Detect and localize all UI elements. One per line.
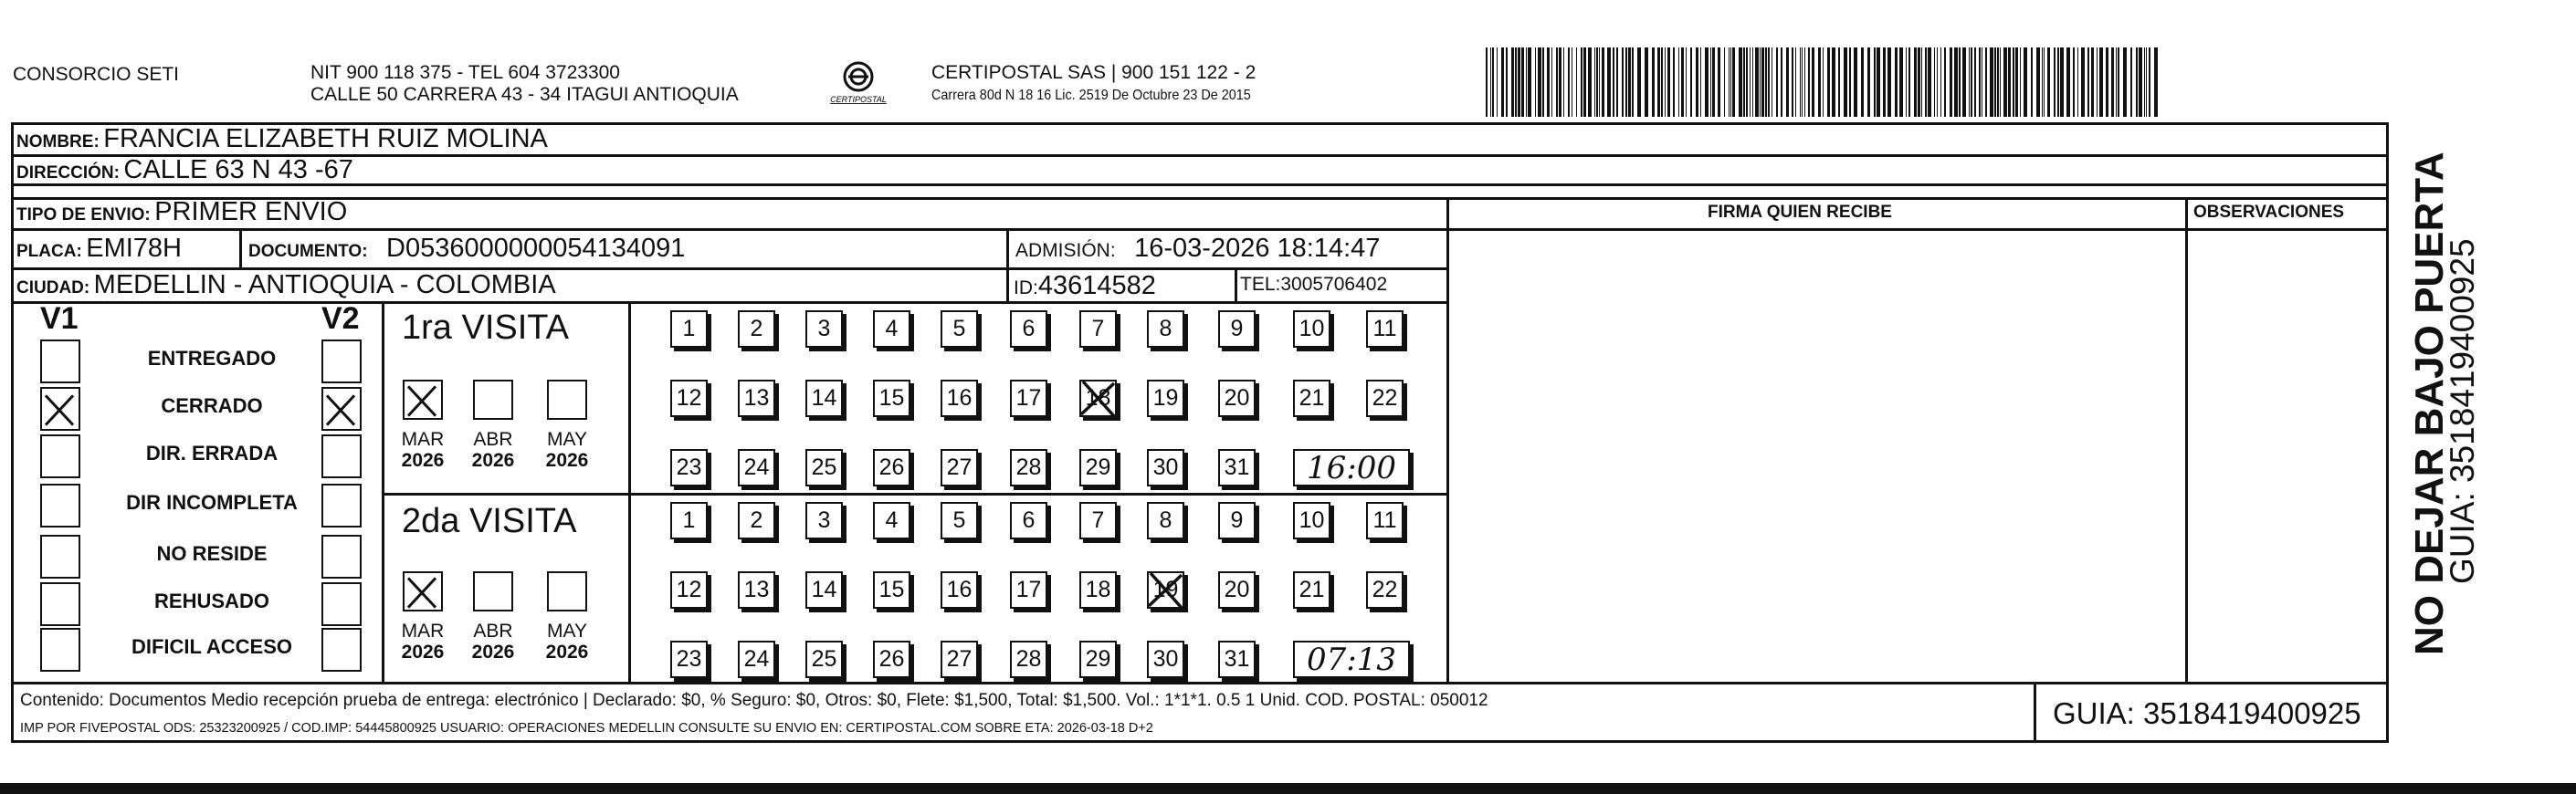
day-cell[interactable] — [805, 641, 843, 678]
firma-header: FIRMA QUIEN RECIBE — [1708, 203, 1892, 222]
day-number: 28 — [1015, 646, 1042, 672]
status-v1-checkbox[interactable] — [40, 628, 80, 672]
visit-time-box[interactable] — [1293, 641, 1410, 678]
logo-text: CERTIPOSTAL — [830, 95, 887, 104]
day-cell[interactable] — [941, 502, 978, 539]
day-cell[interactable] — [738, 641, 775, 678]
day-number: 31 — [1224, 646, 1250, 672]
status-v1-checkbox[interactable] — [40, 535, 80, 579]
day-number: 8 — [1159, 507, 1172, 533]
day-number: 19 — [1152, 385, 1179, 411]
day-number: 7 — [1091, 316, 1105, 341]
day-cell[interactable] — [1218, 502, 1256, 539]
nombre-value: FRANCIA ELIZABETH RUIZ MOLINA — [103, 124, 548, 153]
day-cell[interactable] — [1366, 380, 1404, 417]
month-label: ABR — [473, 429, 513, 450]
visit2-title: 2da VISITA — [402, 502, 577, 540]
day-cell[interactable] — [873, 571, 910, 609]
day-cell[interactable] — [873, 641, 910, 678]
status-v2-checkbox[interactable] — [321, 628, 362, 672]
status-label: DIR INCOMPLETA — [126, 491, 298, 514]
direccion-row — [16, 155, 353, 185]
id-value: 43614582 — [1037, 271, 1156, 300]
day-number: 21 — [1299, 385, 1325, 411]
day-number: 15 — [878, 577, 905, 602]
month-checkbox[interactable] — [547, 571, 587, 611]
status-v1-checkbox[interactable] — [40, 582, 80, 626]
day-number: 27 — [946, 454, 973, 480]
day-cell[interactable] — [1079, 502, 1117, 539]
day-cell[interactable] — [670, 449, 708, 486]
visit-time-handwritten: 07:13 — [1307, 641, 1396, 678]
status-label: DIFICIL ACCESO — [131, 635, 292, 658]
tipo-envio-row — [16, 197, 347, 227]
ciudad-value: MEDELLIN - ANTIOQUIA - COLOMBIA — [93, 270, 556, 299]
day-number: 4 — [885, 507, 899, 533]
day-number: 2 — [750, 507, 763, 533]
tel-label: TEL: — [1240, 274, 1281, 295]
day-number: 20 — [1224, 577, 1250, 602]
day-number: 17 — [1015, 577, 1042, 602]
day-number: 20 — [1224, 385, 1250, 411]
documento-field — [248, 234, 685, 264]
admision-field — [1015, 234, 1380, 264]
nit-line-2: CALLE 50 CARRERA 43 - 34 ITAGUI ANTIOQUIA — [310, 84, 739, 105]
month-checkbox[interactable] — [473, 571, 513, 611]
year-label: 2026 — [471, 642, 515, 663]
day-cell[interactable] — [670, 571, 708, 609]
day-cell[interactable] — [670, 380, 708, 417]
documento-label: DOCUMENTO: — [248, 242, 368, 261]
day-number: 7 — [1091, 507, 1105, 533]
day-number: 26 — [878, 454, 905, 480]
day-number: 9 — [1230, 316, 1244, 341]
day-cell[interactable] — [1218, 571, 1256, 609]
day-cell[interactable] — [1147, 641, 1184, 678]
bottom-rule — [0, 783, 2576, 794]
day-cell[interactable] — [738, 380, 775, 417]
day-cell[interactable] — [738, 449, 775, 486]
day-cell[interactable] — [805, 502, 843, 539]
nit-line-1: NIT 900 118 375 - TEL 604 3723300 — [310, 62, 620, 83]
day-number: 24 — [743, 454, 770, 480]
v1-header: V1 — [40, 301, 79, 336]
day-number: 3 — [817, 316, 831, 341]
month-checkbox[interactable] — [403, 380, 443, 420]
day-number: 26 — [878, 646, 905, 672]
day-number: 24 — [743, 646, 770, 672]
day-number: 25 — [811, 454, 837, 480]
visit-time-box[interactable] — [1293, 449, 1410, 486]
day-cell[interactable] — [873, 502, 910, 539]
day-number: 11 — [1372, 507, 1397, 533]
status-label: REHUSADO — [154, 590, 269, 612]
day-number: 22 — [1372, 385, 1398, 411]
day-cell[interactable] — [1079, 641, 1117, 678]
admision-label: ADMISIÓN: — [1015, 240, 1116, 261]
id-field — [1014, 271, 1156, 301]
status-v2-checkbox[interactable] — [321, 582, 362, 626]
day-number: 21 — [1299, 577, 1325, 602]
day-cell[interactable] — [670, 641, 708, 678]
v2-header: V2 — [321, 301, 360, 336]
day-number: 23 — [676, 646, 702, 672]
day-cell[interactable] — [1366, 571, 1404, 609]
day-cell[interactable] — [1010, 502, 1047, 539]
visit-time-handwritten: 16:00 — [1307, 449, 1396, 486]
day-cell[interactable] — [941, 310, 978, 348]
day-number: 14 — [811, 385, 837, 411]
month-checkbox[interactable] — [403, 571, 443, 611]
day-cell[interactable] — [738, 571, 775, 609]
placa-label: PLACA: — [16, 242, 82, 261]
day-number: 15 — [878, 385, 905, 411]
year-label: 2026 — [545, 450, 589, 471]
day-number: 6 — [1022, 316, 1036, 341]
status-label: NO RESIDE — [156, 542, 268, 565]
day-number: 1 — [682, 316, 696, 341]
day-number: 12 — [676, 577, 702, 602]
day-number: 10 — [1299, 507, 1325, 533]
month-checkbox[interactable] — [547, 380, 587, 420]
direccion-value: CALLE 63 N 43 -67 — [123, 155, 353, 184]
day-cell[interactable] — [1366, 310, 1404, 348]
day-number: 18 — [1085, 577, 1111, 602]
tel-value: 3005706402 — [1280, 274, 1388, 295]
day-number: 1 — [682, 507, 696, 533]
day-cell[interactable] — [873, 310, 910, 348]
ciudad-row — [16, 270, 556, 300]
admision-value: 16-03-2026 18:14:47 — [1134, 234, 1381, 263]
status-v2-checkbox[interactable] — [321, 387, 362, 431]
day-number: 8 — [1159, 316, 1172, 341]
day-cell[interactable] — [670, 502, 708, 539]
day-number: 13 — [743, 385, 770, 411]
day-cell[interactable] — [873, 449, 910, 486]
day-cell[interactable] — [1293, 502, 1330, 539]
day-cell[interactable] — [1010, 380, 1047, 417]
direccion-label: DIRECCIÓN: — [16, 163, 120, 183]
day-number: 29 — [1085, 646, 1111, 672]
day-cell[interactable] — [1293, 380, 1330, 417]
status-label: ENTREGADO — [147, 347, 277, 370]
observaciones-header: OBSERVACIONES — [2193, 203, 2345, 222]
signature-area[interactable] — [1452, 234, 2181, 677]
day-cell[interactable] — [805, 571, 843, 609]
status-label: DIR. ERRADA — [145, 442, 279, 465]
month-label: MAR — [401, 429, 445, 450]
day-cell[interactable] — [1010, 449, 1047, 486]
day-cell[interactable] — [1079, 380, 1117, 417]
day-cell[interactable] — [1147, 380, 1184, 417]
documento-value: D0536000000054134091 — [386, 234, 686, 263]
day-number: 23 — [676, 454, 702, 480]
day-number: 18 — [1085, 385, 1111, 411]
tipo-envio-label: TIPO DE ENVIO: — [16, 205, 151, 225]
status-v1-checkbox[interactable] — [40, 340, 80, 383]
day-cell[interactable] — [805, 449, 843, 486]
day-number: 22 — [1372, 577, 1398, 602]
nombre-label: NOMBRE: — [16, 132, 100, 151]
company-name: CONSORCIO SETI — [13, 64, 180, 85]
tipo-envio-value: PRIMER ENVIO — [154, 197, 348, 226]
day-number: 5 — [952, 316, 966, 341]
month-checkbox[interactable] — [473, 380, 513, 420]
day-cell[interactable] — [1218, 449, 1256, 486]
day-cell[interactable] — [1079, 449, 1117, 486]
day-number: 9 — [1230, 507, 1244, 533]
day-number: 10 — [1299, 316, 1325, 341]
day-number: 29 — [1085, 454, 1111, 480]
day-number: 30 — [1152, 454, 1179, 480]
day-cell[interactable] — [1147, 571, 1184, 609]
day-number: 14 — [811, 577, 837, 602]
day-cell[interactable] — [1079, 571, 1117, 609]
status-label: CERRADO — [161, 394, 263, 417]
day-cell[interactable] — [1218, 310, 1256, 348]
day-cell[interactable] — [941, 380, 978, 417]
day-cell[interactable] — [1366, 502, 1404, 539]
day-cell[interactable] — [805, 380, 843, 417]
status-v2-checkbox[interactable] — [321, 535, 362, 579]
year-label: 2026 — [471, 450, 515, 471]
ciudad-label: CIUDAD: — [16, 278, 90, 298]
status-v2-checkbox[interactable] — [321, 434, 362, 478]
tel-field — [1240, 274, 1387, 296]
month-label: MAR — [401, 621, 445, 642]
day-cell[interactable] — [1293, 310, 1330, 348]
day-number: 4 — [885, 316, 899, 341]
day-number: 5 — [952, 507, 966, 533]
day-cell[interactable] — [1147, 310, 1184, 348]
day-number: 19 — [1152, 577, 1179, 602]
day-cell[interactable] — [738, 502, 775, 539]
day-number: 16 — [946, 385, 973, 411]
certipostal-line-1: CERTIPOSTAL SAS | 900 151 122 - 2 — [931, 62, 1256, 83]
day-number: 3 — [817, 507, 831, 533]
day-cell[interactable] — [1010, 641, 1047, 678]
footer-guia: GUIA: 3518419400925 — [2053, 696, 2361, 730]
no-dejar-bajo-puerta: NO DEJAR BAJO PUERTA — [2407, 151, 2452, 655]
day-number: 31 — [1224, 454, 1250, 480]
day-number: 13 — [743, 577, 770, 602]
day-number: 6 — [1022, 507, 1036, 533]
footer-contents: Contenido: Documentos Medio recepción prueba de entrega: electrónico | Declarado: $0, % Seguro: $0, Otros: $0, Flete: $1,500, Total: $1,500. Vol.: 1*1*1. 0.5 1 Unid. COD. POSTAL: 050012 — [20, 691, 1488, 710]
placa-value: EMI78H — [86, 234, 182, 263]
day-number: 12 — [676, 385, 702, 411]
day-number: 28 — [1015, 454, 1042, 480]
certipostal-line-2: Carrera 80d N 18 16 Lic. 2519 De Octubre 23 De 2015 — [931, 88, 1251, 103]
status-v1-checkbox[interactable] — [40, 484, 80, 528]
day-number: 2 — [750, 316, 763, 341]
day-number: 17 — [1015, 385, 1042, 411]
day-number: 16 — [946, 577, 973, 602]
status-v1-checkbox[interactable] — [40, 387, 80, 431]
day-cell[interactable] — [1218, 641, 1256, 678]
day-number: 30 — [1152, 646, 1179, 672]
certipostal-logo — [826, 58, 890, 110]
year-label: 2026 — [545, 642, 589, 663]
status-v2-checkbox[interactable] — [321, 340, 362, 383]
day-cell[interactable] — [873, 380, 910, 417]
day-cell[interactable] — [941, 571, 978, 609]
day-number: 25 — [811, 646, 837, 672]
day-number: 27 — [946, 646, 973, 672]
day-cell[interactable] — [1079, 310, 1117, 348]
placa-field — [16, 234, 182, 264]
visit1-title: 1ra VISITA — [402, 308, 570, 347]
id-label: ID: — [1014, 277, 1038, 298]
footer-imp-info: IMP POR FIVEPOSTAL ODS: 25323200925 / COD.IMP: 54445800925 USUARIO: OPERACIONES MEDELLIN CONSULTE SU ENVIO EN: CERTIPOSTAL.COM SOBRE ETA: 2026-03-18 D+2 — [20, 721, 1153, 736]
status-v1-checkbox[interactable] — [40, 434, 80, 478]
year-label: 2026 — [401, 450, 445, 471]
day-cell[interactable] — [1147, 449, 1184, 486]
day-cell[interactable] — [1293, 571, 1330, 609]
observations-area[interactable] — [2191, 234, 2384, 677]
month-label: ABR — [473, 621, 513, 642]
day-cell[interactable] — [1147, 502, 1184, 539]
day-cell[interactable] — [941, 449, 978, 486]
day-cell[interactable] — [805, 310, 843, 348]
day-cell[interactable] — [738, 310, 775, 348]
day-cell[interactable] — [1218, 380, 1256, 417]
day-cell[interactable] — [941, 641, 978, 678]
day-number: 11 — [1372, 316, 1397, 341]
month-label: MAY — [547, 429, 587, 450]
nombre-row — [16, 124, 548, 154]
day-cell[interactable] — [1010, 571, 1047, 609]
day-cell[interactable] — [670, 310, 708, 348]
barcode — [1486, 47, 2161, 117]
year-label: 2026 — [401, 642, 445, 663]
status-v2-checkbox[interactable] — [321, 484, 362, 528]
month-label: MAY — [547, 621, 587, 642]
side-guia: GUIA: 3518419400925 — [2444, 238, 2481, 584]
day-cell[interactable] — [1010, 310, 1047, 348]
